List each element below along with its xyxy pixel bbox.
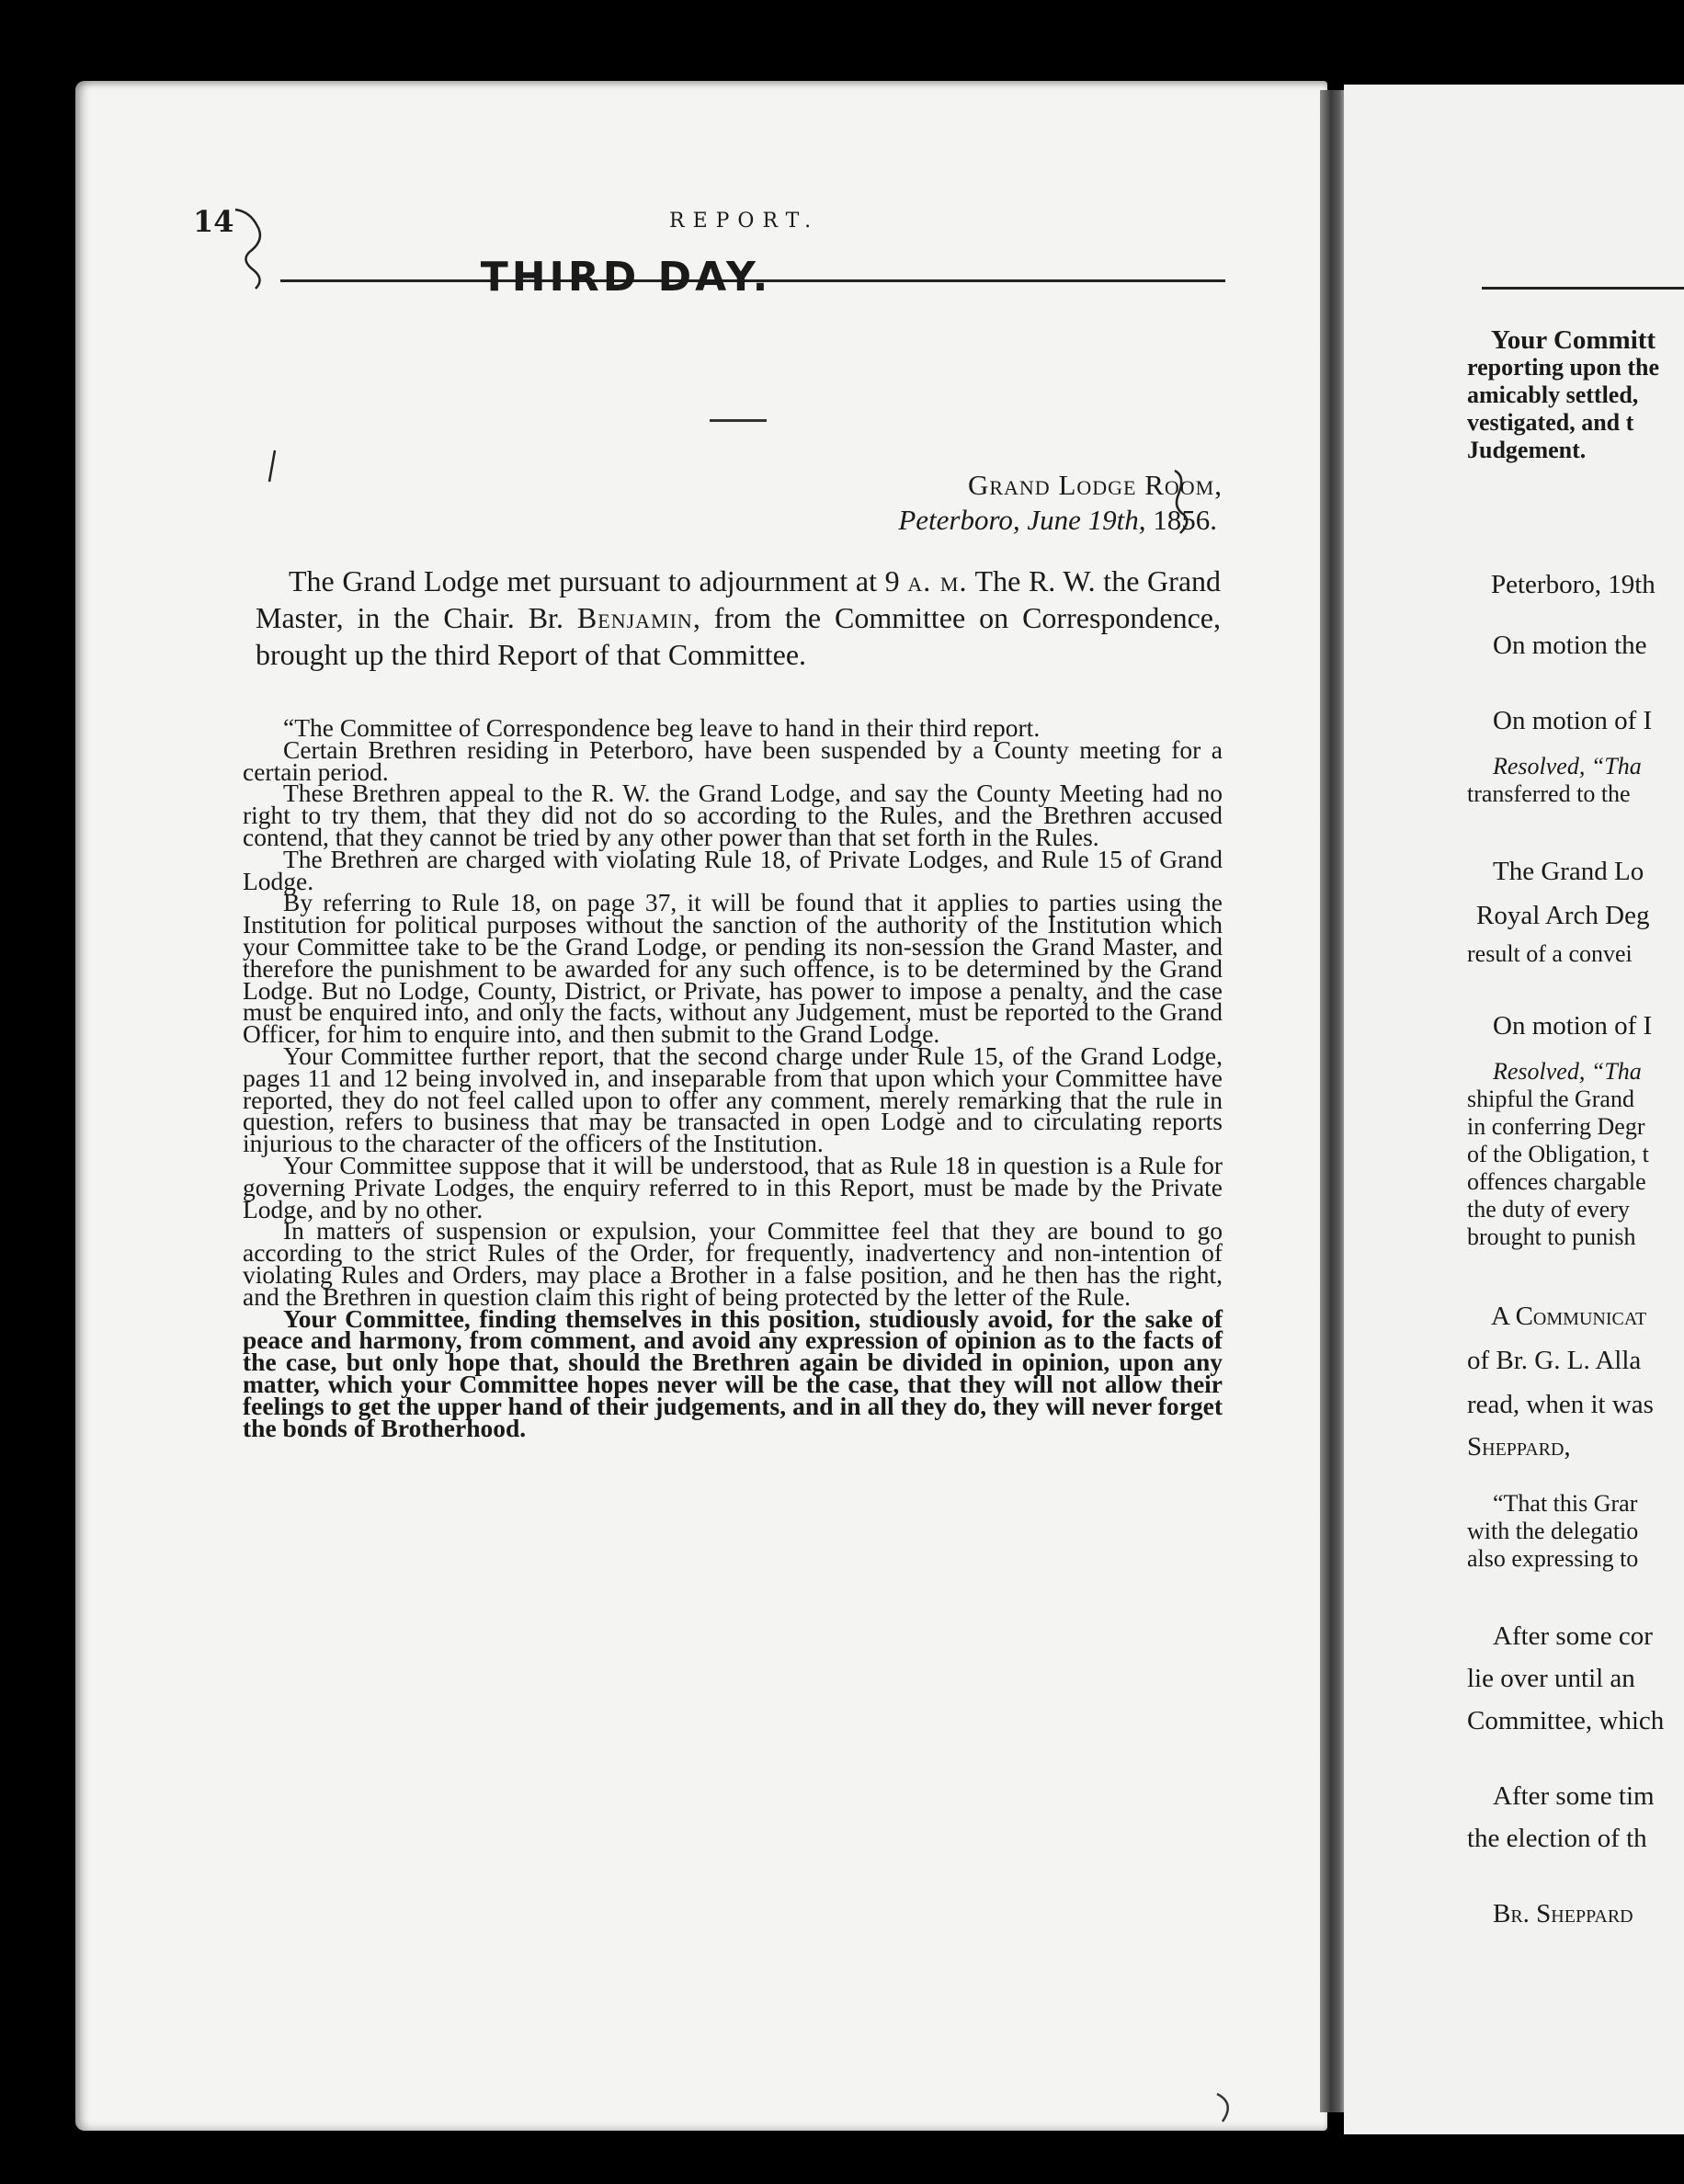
right-line: also expressing to [1467,1545,1639,1572]
pencil-tick-mark [264,449,282,485]
right-line: of the Obligation, t [1467,1141,1649,1167]
right-line: After some cor [1493,1621,1653,1651]
right-line: vestigated, and t [1467,409,1634,436]
dateline-year: 1856. [1153,504,1217,536]
time-am: a. m. [907,564,968,597]
right-line: with the delegatio [1467,1518,1639,1544]
report-paragraph: The Brethren are charged with violating Rule 18, of Private Lodges, and Rule 15 of Grand Lodge. [243,844,1223,895]
right-line: Royal Arch Deg [1476,901,1650,930]
right-page-text [1344,85,1684,2134]
title-rule [710,419,767,422]
right-line: the duty of every [1467,1196,1630,1223]
right-line: A Communicat [1491,1302,1647,1331]
dateline-day: June 19th, [1027,504,1146,536]
right-line: After some tim [1493,1781,1655,1811]
right-line: read, when it was [1467,1390,1654,1419]
section-title: THIRD DAY. [480,254,772,301]
dateline-location: Grand Lodge Room, [967,469,1223,501]
right-line: “That this Grar [1493,1490,1638,1517]
right-line: reporting upon the [1467,354,1659,381]
right-line: On motion of I [1493,706,1653,735]
dateline-date [898,504,1217,537]
report-paragraph: Your Committee further report, that the second charge under Rule 15, of the Grand Lodge, pages 11 and 12 being involved in, and inseparable from that upon which your Committee have reported, they do not feel called upon to offer any comment, merely remarking that the rule in question, refers to business that may be transacted in open Lodge and to circulating reports injurious to the character of the officers of the Institution. [243,1041,1223,1158]
report-paragraph: Your Committee suppose that it will be understood, that as Rule 18 in question is a Rule for governing Private Lodges, the enquiry referred to in this Report, must be made by the Private Lodge, and by no other. [243,1150,1223,1223]
page-number: 14 [193,204,234,239]
right-line: result of a convei [1467,940,1633,967]
running-head: REPORT. [669,210,820,233]
report-paragraph: In matters of suspension or expulsion, your Committee feel that they are bound to go according to the strict Rules of the Order, for frequently, inadvertency and non-intention of violating Rules and Orders, may place a Brother in a false position, and he then has the right, and the Brethren in question claim this right of being protected by the letter of the Rule. [243,1216,1223,1311]
opening-paragraph: The Grand Lodge met pursuant to adjournment at 9 a. m. The R. W. the Grand Master, in the Chair. Br. Benjamin, from the Committee on Correspondence, brought up the third Report of that Committee. [256,564,1222,671]
right-line: Br. Sheppard [1493,1899,1633,1928]
right-line: transferred to the [1467,780,1631,807]
report-paragraph: “The Committee of Correspondence beg leave to hand in their third report. [283,713,1041,742]
report-paragraph: Your Committee, finding themselves in this position, studiously avoid, for the sake of peace and harmony, from comment, and avoid any expression of opinion as to the facts of the case, but only hope that, should the Brethren again be divided in opinion, upon any matter, which your Committee hopes never will be the case, that they will not allow their feelings to get the upper hand of their judgements, and in all they do, they will never forget the bonds of Brotherhood. [243,1303,1223,1442]
right-line: offences chargable [1467,1168,1646,1195]
right-line: Resolved, “Tha [1493,1058,1642,1085]
right-line: Peterboro, 19th [1491,570,1656,599]
right-line: On motion of I [1493,1011,1653,1041]
right-line: Your Committ [1491,325,1656,355]
committee-report [243,713,1223,1442]
right-line: Judgement. [1467,437,1587,463]
right-line: brought to punish [1467,1223,1636,1250]
right-line: Resolved, “Tha [1493,753,1642,779]
right-line: amicably settled, [1467,381,1639,408]
right-line: Committee, which [1467,1706,1665,1735]
right-line: shipful the Grand [1467,1086,1634,1112]
report-paragraph: Certain Brethren residing in Peterboro, have been suspended by a County meeting for a certain period. [243,734,1223,786]
page-corner-arrow [1213,2090,1241,2127]
right-line: of Br. G. L. Alla [1467,1346,1642,1375]
member-name: Benjamin [576,601,693,634]
right-line: On motion the [1493,631,1647,660]
right-line: the election of th [1467,1824,1647,1853]
page-header [193,204,1232,241]
dateline-place: Peterboro, [898,504,1020,536]
right-line: in conferring Degr [1467,1113,1645,1140]
report-paragraph: These Brethren appeal to the R. W. the Grand Lodge, and say the County Meeting had no right to try them, that they did not do so according to the Rules, and the Brethren accused contend, that they cannot be tried by any other power than that set forth in the Rules. [243,779,1223,851]
right-line: The Grand Lo [1493,857,1644,886]
right-line: lie over until an [1467,1664,1635,1693]
right-header-rule [1482,287,1684,290]
right-line: Sheppard, [1467,1432,1571,1462]
report-paragraph: By referring to Rule 18, on page 37, it will be found that it applies to parties using the Institution for political purposes without the sanction of the authority of the Institution which your Committee take to be the Grand Lodge, or pending its non-session the Grand Master, and therefore the punishment to be awarded for any such offence, is to be determined by the Grand Lodge. But no Lodge, County, District, or Private, has power to impose a penalty, and the case must be enquired into, and only the facts, without any Judgement, must be reported to the Grand Officer, for him to enquire into, and then submit to the Grand Lodge. [243,888,1223,1049]
